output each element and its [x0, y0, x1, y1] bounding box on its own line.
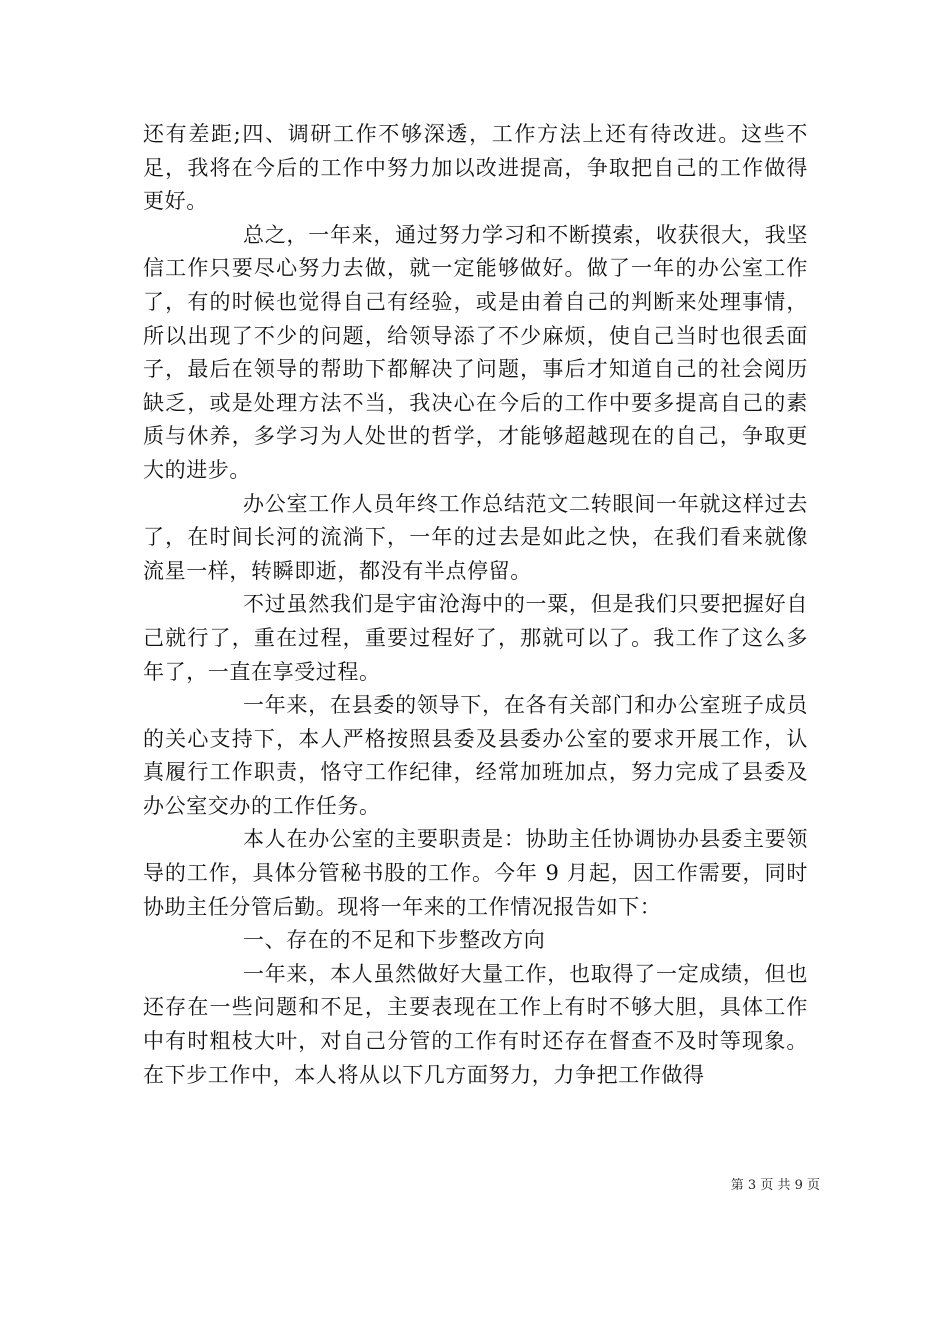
section-heading: 一、存在的不足和下步整改方向 [243, 928, 546, 953]
paragraph-2: 总之，一年来，通过努力学习和不断摸索，收获很大，我坚信工作只要尽心努力去做，就一定能够做好。做了一年的办公室工作了，有的时候也觉得自己有经验，或是由着自己的判断来处理事情，所以出现了不少的问题，给领导添了不少麻烦，使自己当时也很丢面子，最后在领导的帮助下都解决了问题，事后才知道自己的社会阅历缺乏，或是处理方法不当，我决心在今后的工作中要多提高自己的素质与休养，多学习为人处世的哲学，才能够超越现在的自己，争取更大的进步。 [143, 222, 808, 482]
paragraph-5: 一年来，在县委的领导下，在各有关部门和办公室班子成员的关心支持下，本人严格按照县委及县委办公室的要求开展工作，认真履行工作职责，恪守工作纪律，经常加班加点，努力完成了县委及办公室交办的工作任务。 [143, 693, 808, 818]
paragraph-3: 办公室工作人员年终工作总结范文二转眼间一年就这样过去了，在时间长河的流淌下，一年的过去是如此之快，在我们看来就像流星一样，转瞬即逝，都没有半点停留。 [143, 491, 808, 583]
paragraph-4: 不过虽然我们是宇宙沧海中的一粟，但是我们只要把握好自己就行了，重在过程，重要过程好了，那就可以了。我工作了这么多年了，一直在享受过程。 [143, 592, 808, 684]
paragraph-6: 本人在办公室的主要职责是：协助主任协调协办县委主要领导的工作，具体分管秘书股的工作。今年 9 月起，因工作需要，同时协助主任分管后勤。现将一年来的工作情况报告如下： [143, 827, 808, 919]
paragraph-7: 一年来，本人虽然做好大量工作，也取得了一定成绩，但也还存在一些问题和不足，主要表现在工作上有时不够大胆，具体工作中有时粗枝大叶，对自己分管的工作有时还存在督查不及时等现象。在下步工作中，本人将从以下几方面努力，力争把工作做得 [143, 961, 808, 1087]
document-body [143, 118, 808, 1092]
paragraph-1: 还有差距;四、调研工作不够深透，工作方法上还有待改进。这些不足，我将在今后的工作中努力加以改进提高，争取把自己的工作做得更好。 [143, 122, 808, 214]
page-number-footer: 第 3 页 共 9 页 [730, 1178, 820, 1193]
